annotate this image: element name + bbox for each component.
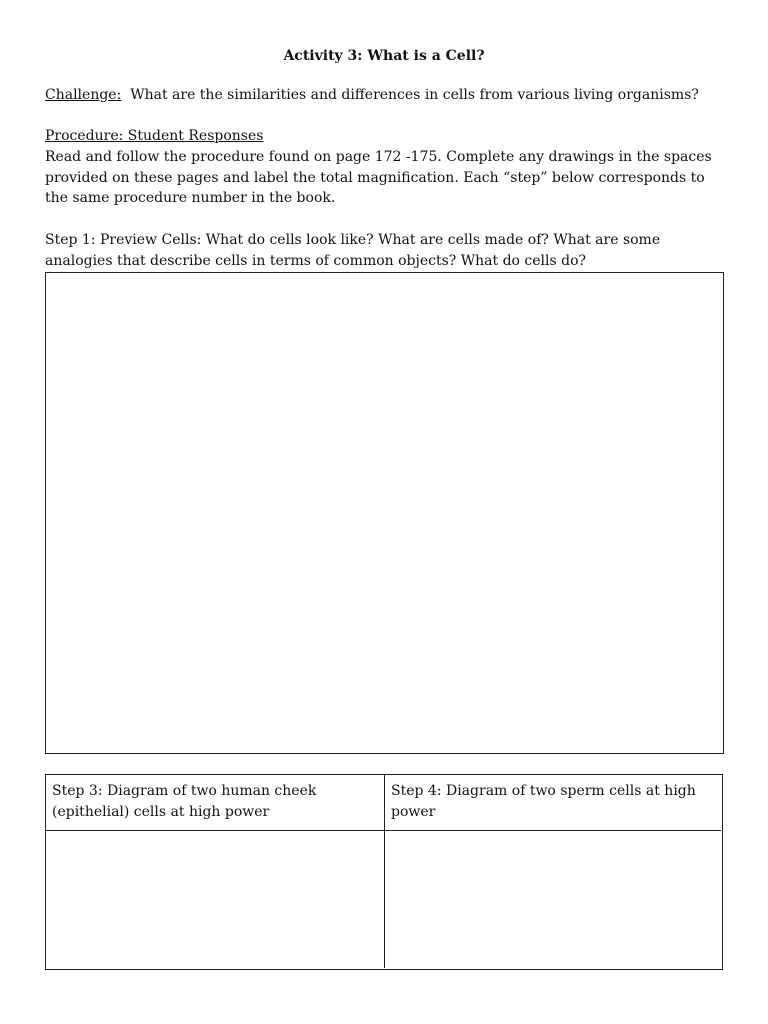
step1-response-box[interactable] (45, 272, 724, 754)
challenge-label: Challenge: (45, 87, 122, 103)
diagram-table (45, 774, 723, 970)
step4-drawing-area[interactable] (385, 831, 721, 968)
page-title: Activity 3: What is a Cell? (283, 48, 485, 64)
procedure-heading: Procedure: Student Responses (45, 128, 264, 144)
procedure-body: Read and follow the procedure found on page 172 -175. Complete any drawings in the spaces provided on these pages and label the total magnification. Each “step” below corresponds to the same procedure number in the book. (45, 149, 712, 206)
step3-header: Step 3: Diagram of two human cheek (epithelial) cells at high power (46, 775, 385, 831)
challenge-text: What are the similarities and differences in cells from various living organisms? (130, 87, 699, 103)
step3-drawing-area[interactable] (46, 831, 385, 968)
step1-prompt: Step 1: Preview Cells: What do cells look like? What are cells made of? What are some analogies that describe cells in terms of common objects? What do cells do? (45, 232, 661, 269)
step4-header: Step 4: Diagram of two sperm cells at high power (385, 775, 721, 831)
challenge-paragraph (45, 85, 725, 106)
